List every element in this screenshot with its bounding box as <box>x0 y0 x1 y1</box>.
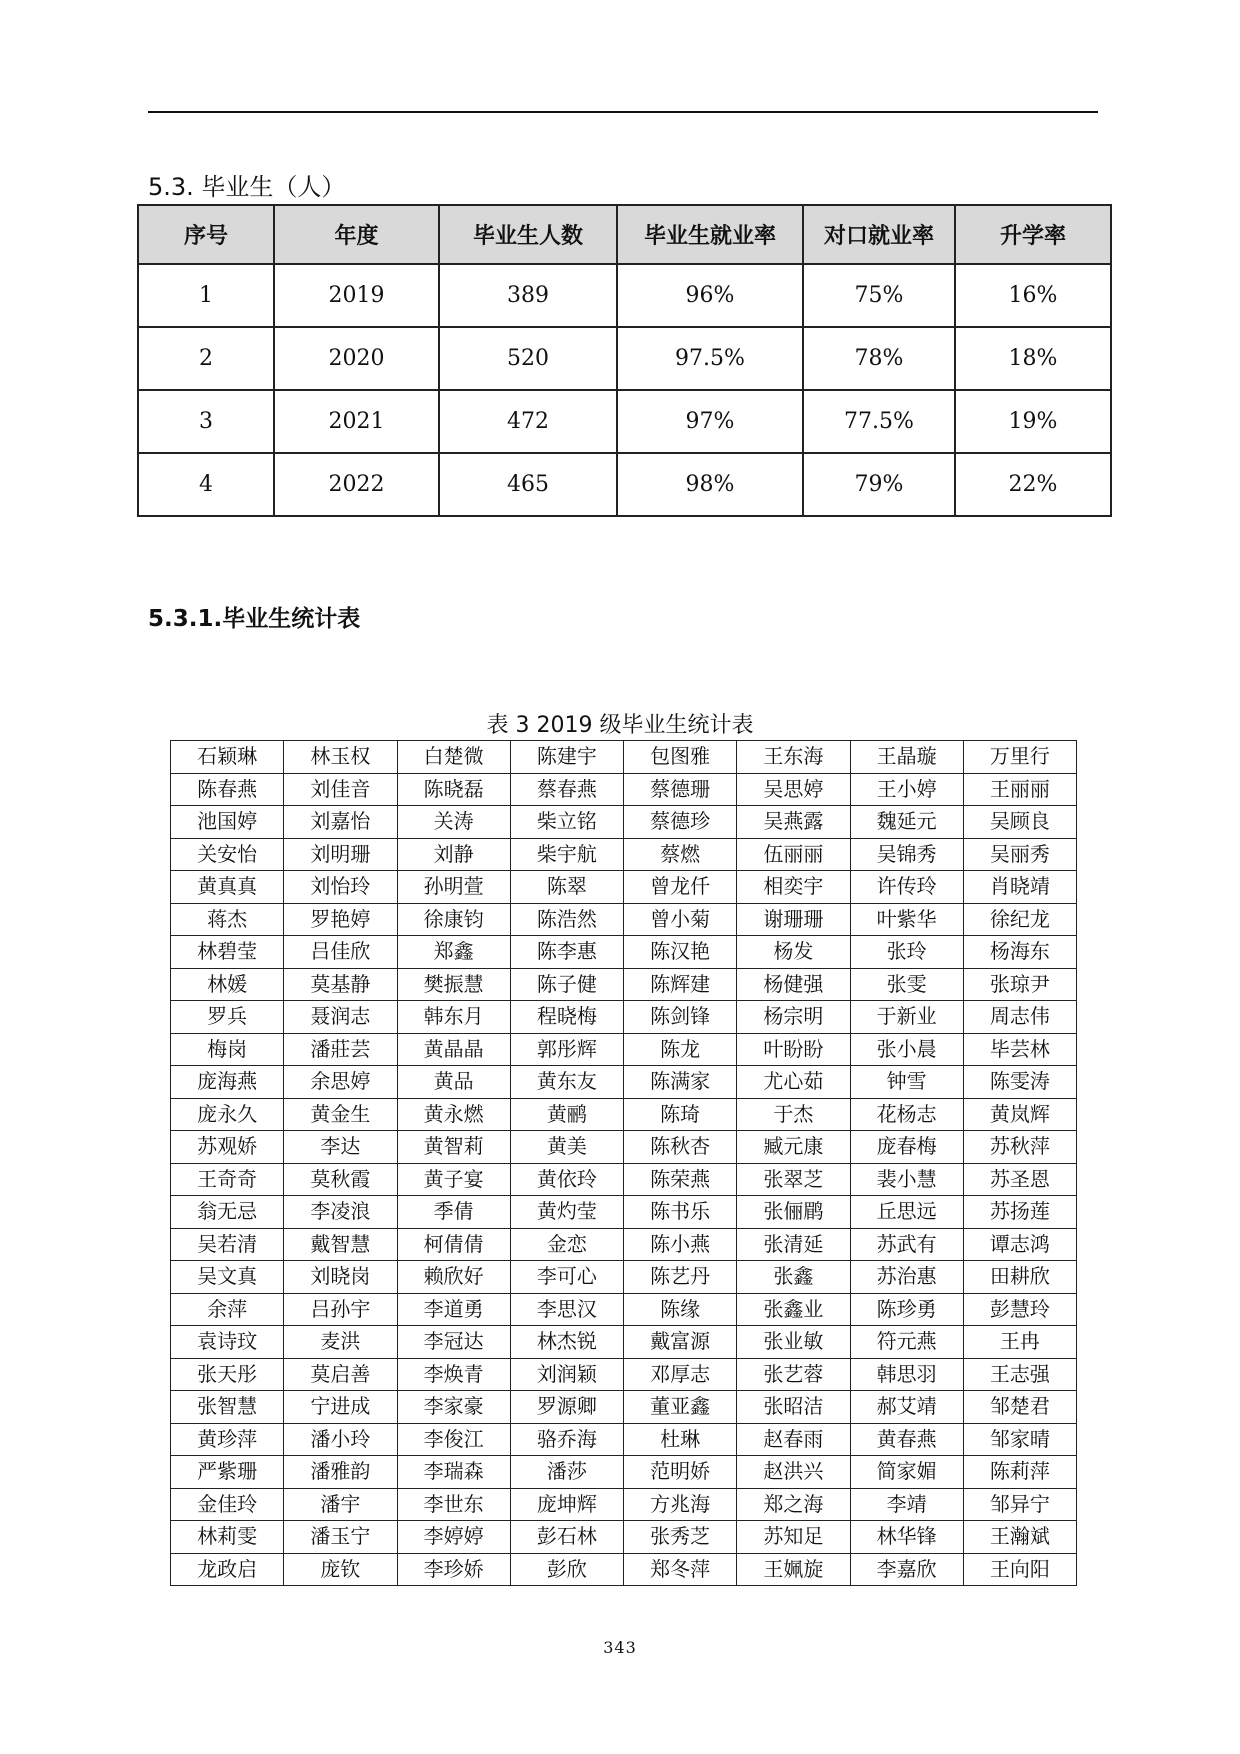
table-cell: 472 <box>439 390 617 453</box>
roster-name-cell: 蒋杰 <box>171 903 284 936</box>
roster-name-cell: 王姵旋 <box>737 1553 850 1586</box>
header-cell: 序号 <box>138 205 274 264</box>
roster-name-cell: 叶紫华 <box>850 903 963 936</box>
roster-name-cell: 白楚微 <box>397 741 510 774</box>
roster-row <box>171 1196 1077 1229</box>
roster-name-cell: 黄智莉 <box>397 1131 510 1164</box>
roster-row <box>171 1228 1077 1261</box>
roster-name-cell: 关安怡 <box>171 838 284 871</box>
table-cell: 2020 <box>274 327 439 390</box>
roster-name-cell: 陈艺丹 <box>624 1261 737 1294</box>
table-row <box>138 453 1111 516</box>
roster-name-cell: 陈李惠 <box>510 936 623 969</box>
roster-name-cell: 董亚鑫 <box>624 1391 737 1424</box>
table-cell: 98% <box>617 453 803 516</box>
roster-name-cell: 韩东月 <box>397 1001 510 1034</box>
roster-name-cell: 陈秋杏 <box>624 1131 737 1164</box>
summary-header-row <box>138 205 1111 264</box>
roster-name-cell: 吴锦秀 <box>850 838 963 871</box>
roster-name-cell: 刘晓岗 <box>284 1261 397 1294</box>
roster-row <box>171 1293 1077 1326</box>
roster-name-cell: 蔡德珍 <box>624 806 737 839</box>
roster-name-cell: 翁无忌 <box>171 1196 284 1229</box>
roster-name-cell: 庞春梅 <box>850 1131 963 1164</box>
roster-name-cell: 林杰锐 <box>510 1326 623 1359</box>
table-row <box>138 264 1111 327</box>
roster-name-cell: 张俪鹛 <box>737 1196 850 1229</box>
roster-name-cell: 杨宗明 <box>737 1001 850 1034</box>
table-cell: 2 <box>138 327 274 390</box>
roster-name-cell: 郝艾靖 <box>850 1391 963 1424</box>
roster-name-cell: 刘嘉怡 <box>284 806 397 839</box>
roster-row <box>171 1423 1077 1456</box>
roster-name-cell: 花杨志 <box>850 1098 963 1131</box>
roster-row <box>171 1488 1077 1521</box>
table-cell: 465 <box>439 453 617 516</box>
roster-name-cell: 彭石林 <box>510 1521 623 1554</box>
roster-row <box>171 741 1077 774</box>
roster-name-cell: 陈辉建 <box>624 968 737 1001</box>
table-cell: 97.5% <box>617 327 803 390</box>
roster-name-cell: 陈剑锋 <box>624 1001 737 1034</box>
roster-name-cell: 张艺蓉 <box>737 1358 850 1391</box>
table-cell: 22% <box>955 453 1111 516</box>
header-rule <box>148 111 1098 113</box>
roster-name-cell: 李冠达 <box>397 1326 510 1359</box>
roster-name-cell: 杨海东 <box>963 936 1076 969</box>
roster-name-cell: 麦洪 <box>284 1326 397 1359</box>
roster-name-cell: 陈龙 <box>624 1033 737 1066</box>
roster-name-cell: 王冉 <box>963 1326 1076 1359</box>
roster-row <box>171 806 1077 839</box>
roster-name-cell: 庞钦 <box>284 1553 397 1586</box>
roster-name-cell: 吴丽秀 <box>963 838 1076 871</box>
roster-name-cell: 吴文真 <box>171 1261 284 1294</box>
roster-name-cell: 蔡春燕 <box>510 773 623 806</box>
roster-name-cell: 池国婷 <box>171 806 284 839</box>
roster-name-cell: 李靖 <box>850 1488 963 1521</box>
roster-row <box>171 1261 1077 1294</box>
roster-row <box>171 903 1077 936</box>
roster-name-cell: 陈浩然 <box>510 903 623 936</box>
roster-name-cell: 张小晨 <box>850 1033 963 1066</box>
roster-name-cell: 李达 <box>284 1131 397 1164</box>
roster-row <box>171 838 1077 871</box>
table-cell: 520 <box>439 327 617 390</box>
table-cell: 78% <box>803 327 955 390</box>
roster-row <box>171 1066 1077 1099</box>
roster-name-cell: 樊振慧 <box>397 968 510 1001</box>
roster-name-cell: 吴若清 <box>171 1228 284 1261</box>
roster-name-cell: 林媛 <box>171 968 284 1001</box>
roster-name-cell: 李思汉 <box>510 1293 623 1326</box>
roster-name-cell: 林碧莹 <box>171 936 284 969</box>
roster-name-cell: 袁诗玟 <box>171 1326 284 1359</box>
roster-name-cell: 戴智慧 <box>284 1228 397 1261</box>
roster-name-cell: 吴燕露 <box>737 806 850 839</box>
roster-row <box>171 1358 1077 1391</box>
roster-name-cell: 伍丽丽 <box>737 838 850 871</box>
table-row <box>138 327 1111 390</box>
roster-name-cell: 黄岚辉 <box>963 1098 1076 1131</box>
roster-name-cell: 张翠芝 <box>737 1163 850 1196</box>
roster-name-cell: 谢珊珊 <box>737 903 850 936</box>
roster-name-cell: 陈书乐 <box>624 1196 737 1229</box>
roster-name-cell: 许传玲 <box>850 871 963 904</box>
roster-name-cell: 方兆海 <box>624 1488 737 1521</box>
roster-name-cell: 苏观娇 <box>171 1131 284 1164</box>
roster-row <box>171 773 1077 806</box>
roster-name-cell: 陈汉艳 <box>624 936 737 969</box>
roster-name-cell: 苏圣恩 <box>963 1163 1076 1196</box>
roster-name-cell: 万里行 <box>963 741 1076 774</box>
header-cell: 毕业生就业率 <box>617 205 803 264</box>
roster-row <box>171 1326 1077 1359</box>
roster-name-cell: 宁进成 <box>284 1391 397 1424</box>
roster-name-cell: 田耕欣 <box>963 1261 1076 1294</box>
roster-name-cell: 潘莊芸 <box>284 1033 397 1066</box>
roster-name-cell: 王丽丽 <box>963 773 1076 806</box>
roster-name-cell: 王瀚斌 <box>963 1521 1076 1554</box>
roster-name-cell: 刘静 <box>397 838 510 871</box>
roster-name-cell: 周志伟 <box>963 1001 1076 1034</box>
roster-name-cell: 季倩 <box>397 1196 510 1229</box>
roster-name-cell: 龙政启 <box>171 1553 284 1586</box>
table-cell: 2021 <box>274 390 439 453</box>
roster-name-cell: 张天彤 <box>171 1358 284 1391</box>
roster-name-cell: 莫秋霞 <box>284 1163 397 1196</box>
roster-name-cell: 林莉雯 <box>171 1521 284 1554</box>
roster-name-cell: 赵春雨 <box>737 1423 850 1456</box>
table-cell: 79% <box>803 453 955 516</box>
roster-name-cell: 李嘉欣 <box>850 1553 963 1586</box>
header-cell: 毕业生人数 <box>439 205 617 264</box>
roster-name-cell: 张玲 <box>850 936 963 969</box>
roster-name-cell: 邹楚君 <box>963 1391 1076 1424</box>
roster-name-cell: 石颖琳 <box>171 741 284 774</box>
roster-name-cell: 陈小燕 <box>624 1228 737 1261</box>
roster-row <box>171 1098 1077 1131</box>
graduate-roster-table <box>170 740 1077 1586</box>
roster-name-cell: 黄美 <box>510 1131 623 1164</box>
roster-name-cell: 肖晓靖 <box>963 871 1076 904</box>
roster-name-cell: 彭欣 <box>510 1553 623 1586</box>
table-row <box>138 390 1111 453</box>
roster-name-cell: 黄金生 <box>284 1098 397 1131</box>
roster-name-cell: 张鑫业 <box>737 1293 850 1326</box>
roster-name-cell: 毕芸林 <box>963 1033 1076 1066</box>
roster-name-cell: 曾龙仟 <box>624 871 737 904</box>
roster-name-cell: 徐纪龙 <box>963 903 1076 936</box>
roster-row <box>171 1553 1077 1586</box>
roster-name-cell: 金恋 <box>510 1228 623 1261</box>
table-cell: 18% <box>955 327 1111 390</box>
roster-name-cell: 孙明萱 <box>397 871 510 904</box>
roster-name-cell: 柴立铭 <box>510 806 623 839</box>
roster-name-cell: 程晓梅 <box>510 1001 623 1034</box>
roster-name-cell: 张雯 <box>850 968 963 1001</box>
roster-name-cell: 黄永燃 <box>397 1098 510 1131</box>
roster-row <box>171 1456 1077 1489</box>
roster-name-cell: 张业敏 <box>737 1326 850 1359</box>
roster-name-cell: 尤心茹 <box>737 1066 850 1099</box>
roster-name-cell: 李家豪 <box>397 1391 510 1424</box>
roster-row <box>171 1163 1077 1196</box>
roster-name-cell: 罗源卿 <box>510 1391 623 1424</box>
roster-name-cell: 相奕宇 <box>737 871 850 904</box>
roster-name-cell: 骆乔海 <box>510 1423 623 1456</box>
roster-name-cell: 莫基静 <box>284 968 397 1001</box>
table-cell: 96% <box>617 264 803 327</box>
roster-name-cell: 邹异宁 <box>963 1488 1076 1521</box>
roster-name-cell: 王东海 <box>737 741 850 774</box>
roster-name-cell: 林玉权 <box>284 741 397 774</box>
roster-row <box>171 1391 1077 1424</box>
roster-name-cell: 郑之海 <box>737 1488 850 1521</box>
table-cell: 19% <box>955 390 1111 453</box>
roster-name-cell: 李可心 <box>510 1261 623 1294</box>
roster-name-cell: 徐康钧 <box>397 903 510 936</box>
roster-name-cell: 苏扬莲 <box>963 1196 1076 1229</box>
roster-name-cell: 谭志鸿 <box>963 1228 1076 1261</box>
roster-name-cell: 郑冬萍 <box>624 1553 737 1586</box>
roster-name-cell: 刘佳音 <box>284 773 397 806</box>
roster-name-cell: 潘玉宁 <box>284 1521 397 1554</box>
roster-name-cell: 李凌浪 <box>284 1196 397 1229</box>
roster-name-cell: 莫启善 <box>284 1358 397 1391</box>
roster-name-cell: 潘雅韵 <box>284 1456 397 1489</box>
roster-name-cell: 包图雅 <box>624 741 737 774</box>
roster-name-cell: 庞海燕 <box>171 1066 284 1099</box>
roster-name-cell: 黄鹂 <box>510 1098 623 1131</box>
roster-name-cell: 余萍 <box>171 1293 284 1326</box>
roster-name-cell: 赖欣好 <box>397 1261 510 1294</box>
roster-name-cell: 李道勇 <box>397 1293 510 1326</box>
roster-row <box>171 1001 1077 1034</box>
roster-name-cell: 李俊江 <box>397 1423 510 1456</box>
roster-name-cell: 黄真真 <box>171 871 284 904</box>
roster-name-cell: 陈珍勇 <box>850 1293 963 1326</box>
roster-name-cell: 庞坤辉 <box>510 1488 623 1521</box>
roster-name-cell: 潘莎 <box>510 1456 623 1489</box>
roster-name-cell: 于新业 <box>850 1001 963 1034</box>
roster-name-cell: 张秀芝 <box>624 1521 737 1554</box>
roster-name-cell: 陈建宇 <box>510 741 623 774</box>
roster-name-cell: 聂润志 <box>284 1001 397 1034</box>
roster-name-cell: 丘思远 <box>850 1196 963 1229</box>
roster-name-cell: 李婷婷 <box>397 1521 510 1554</box>
roster-row <box>171 968 1077 1001</box>
roster-name-cell: 黄春燕 <box>850 1423 963 1456</box>
roster-row <box>171 871 1077 904</box>
roster-name-cell: 陈满家 <box>624 1066 737 1099</box>
roster-name-cell: 黄东友 <box>510 1066 623 1099</box>
table-cell: 75% <box>803 264 955 327</box>
roster-name-cell: 陈缘 <box>624 1293 737 1326</box>
roster-name-cell: 郑鑫 <box>397 936 510 969</box>
roster-name-cell: 陈琦 <box>624 1098 737 1131</box>
roster-name-cell: 杨健强 <box>737 968 850 1001</box>
roster-name-cell: 陈翠 <box>510 871 623 904</box>
roster-name-cell: 苏秋萍 <box>963 1131 1076 1164</box>
roster-name-cell: 黄依玲 <box>510 1163 623 1196</box>
table-cell: 1 <box>138 264 274 327</box>
section-heading: 5.3. 毕业生（人） <box>148 173 346 201</box>
roster-name-cell: 陈莉萍 <box>963 1456 1076 1489</box>
table-cell: 16% <box>955 264 1111 327</box>
roster-name-cell: 潘小玲 <box>284 1423 397 1456</box>
roster-name-cell: 叶盼盼 <box>737 1033 850 1066</box>
roster-name-cell: 钟雪 <box>850 1066 963 1099</box>
roster-name-cell: 李焕青 <box>397 1358 510 1391</box>
table-cell: 4 <box>138 453 274 516</box>
roster-name-cell: 王晶璇 <box>850 741 963 774</box>
roster-name-cell: 陈春燕 <box>171 773 284 806</box>
roster-name-cell: 蔡德珊 <box>624 773 737 806</box>
roster-name-cell: 邹家晴 <box>963 1423 1076 1456</box>
roster-name-cell: 简家媚 <box>850 1456 963 1489</box>
roster-name-cell: 黄子宴 <box>397 1163 510 1196</box>
roster-name-cell: 彭慧玲 <box>963 1293 1076 1326</box>
roster-name-cell: 于杰 <box>737 1098 850 1131</box>
roster-name-cell: 裴小慧 <box>850 1163 963 1196</box>
roster-name-cell: 罗艳婷 <box>284 903 397 936</box>
roster-name-cell: 严紫珊 <box>171 1456 284 1489</box>
roster-name-cell: 余思婷 <box>284 1066 397 1099</box>
roster-name-cell: 陈子健 <box>510 968 623 1001</box>
roster-row <box>171 1033 1077 1066</box>
roster-name-cell: 张清延 <box>737 1228 850 1261</box>
roster-name-cell: 吴思婷 <box>737 773 850 806</box>
roster-name-cell: 张昭洁 <box>737 1391 850 1424</box>
roster-name-cell: 苏武有 <box>850 1228 963 1261</box>
table-cell: 77.5% <box>803 390 955 453</box>
roster-name-cell: 蔡燃 <box>624 838 737 871</box>
subsection-heading: 5.3.1.毕业生统计表 <box>148 606 361 632</box>
roster-name-cell: 王奇奇 <box>171 1163 284 1196</box>
roster-name-cell: 曾小菊 <box>624 903 737 936</box>
roster-name-cell: 黄珍萍 <box>171 1423 284 1456</box>
roster-name-cell: 苏治惠 <box>850 1261 963 1294</box>
header-cell: 年度 <box>274 205 439 264</box>
roster-name-cell: 张琼尹 <box>963 968 1076 1001</box>
roster-name-cell: 张智慧 <box>171 1391 284 1424</box>
table-cell: 97% <box>617 390 803 453</box>
table-cell: 389 <box>439 264 617 327</box>
table-cell: 2022 <box>274 453 439 516</box>
roster-name-cell: 吕孙宇 <box>284 1293 397 1326</box>
roster-name-cell: 吴顾良 <box>963 806 1076 839</box>
roster-name-cell: 庞永久 <box>171 1098 284 1131</box>
graduate-summary-table <box>137 204 1112 517</box>
roster-name-cell: 张鑫 <box>737 1261 850 1294</box>
roster-name-cell: 杨发 <box>737 936 850 969</box>
roster-name-cell: 李世东 <box>397 1488 510 1521</box>
roster-row <box>171 936 1077 969</box>
page-number: 343 <box>603 1638 637 1657</box>
roster-name-cell: 王小婷 <box>850 773 963 806</box>
table-cell: 3 <box>138 390 274 453</box>
roster-name-cell: 李瑞森 <box>397 1456 510 1489</box>
roster-name-cell: 黄晶晶 <box>397 1033 510 1066</box>
roster-row <box>171 1521 1077 1554</box>
roster-name-cell: 陈雯涛 <box>963 1066 1076 1099</box>
roster-name-cell: 黄品 <box>397 1066 510 1099</box>
header-cell: 升学率 <box>955 205 1111 264</box>
roster-row <box>171 1131 1077 1164</box>
roster-name-cell: 金佳玲 <box>171 1488 284 1521</box>
roster-name-cell: 魏延元 <box>850 806 963 839</box>
roster-name-cell: 潘宇 <box>284 1488 397 1521</box>
roster-name-cell: 臧元康 <box>737 1131 850 1164</box>
roster-name-cell: 韩思羽 <box>850 1358 963 1391</box>
roster-name-cell: 范明娇 <box>624 1456 737 1489</box>
roster-name-cell: 关涛 <box>397 806 510 839</box>
roster-name-cell: 杜琳 <box>624 1423 737 1456</box>
roster-name-cell: 黄灼莹 <box>510 1196 623 1229</box>
roster-name-cell: 林华锋 <box>850 1521 963 1554</box>
roster-name-cell: 赵洪兴 <box>737 1456 850 1489</box>
roster-name-cell: 李珍娇 <box>397 1553 510 1586</box>
roster-name-cell: 符元燕 <box>850 1326 963 1359</box>
roster-name-cell: 柴宇航 <box>510 838 623 871</box>
roster-name-cell: 柯倩倩 <box>397 1228 510 1261</box>
roster-name-cell: 陈晓磊 <box>397 773 510 806</box>
roster-name-cell: 王志强 <box>963 1358 1076 1391</box>
roster-name-cell: 王向阳 <box>963 1553 1076 1586</box>
roster-name-cell: 罗兵 <box>171 1001 284 1034</box>
roster-name-cell: 刘怡玲 <box>284 871 397 904</box>
roster-name-cell: 戴富源 <box>624 1326 737 1359</box>
roster-name-cell: 刘明珊 <box>284 838 397 871</box>
roster-name-cell: 郭彤辉 <box>510 1033 623 1066</box>
table-cell: 2019 <box>274 264 439 327</box>
roster-name-cell: 刘润颖 <box>510 1358 623 1391</box>
header-cell: 对口就业率 <box>803 205 955 264</box>
roster-name-cell: 苏知足 <box>737 1521 850 1554</box>
roster-name-cell: 邓厚志 <box>624 1358 737 1391</box>
roster-name-cell: 梅岗 <box>171 1033 284 1066</box>
roster-name-cell: 陈荣燕 <box>624 1163 737 1196</box>
roster-caption: 表 3 2019 级毕业生统计表 <box>486 713 754 738</box>
roster-name-cell: 吕佳欣 <box>284 936 397 969</box>
